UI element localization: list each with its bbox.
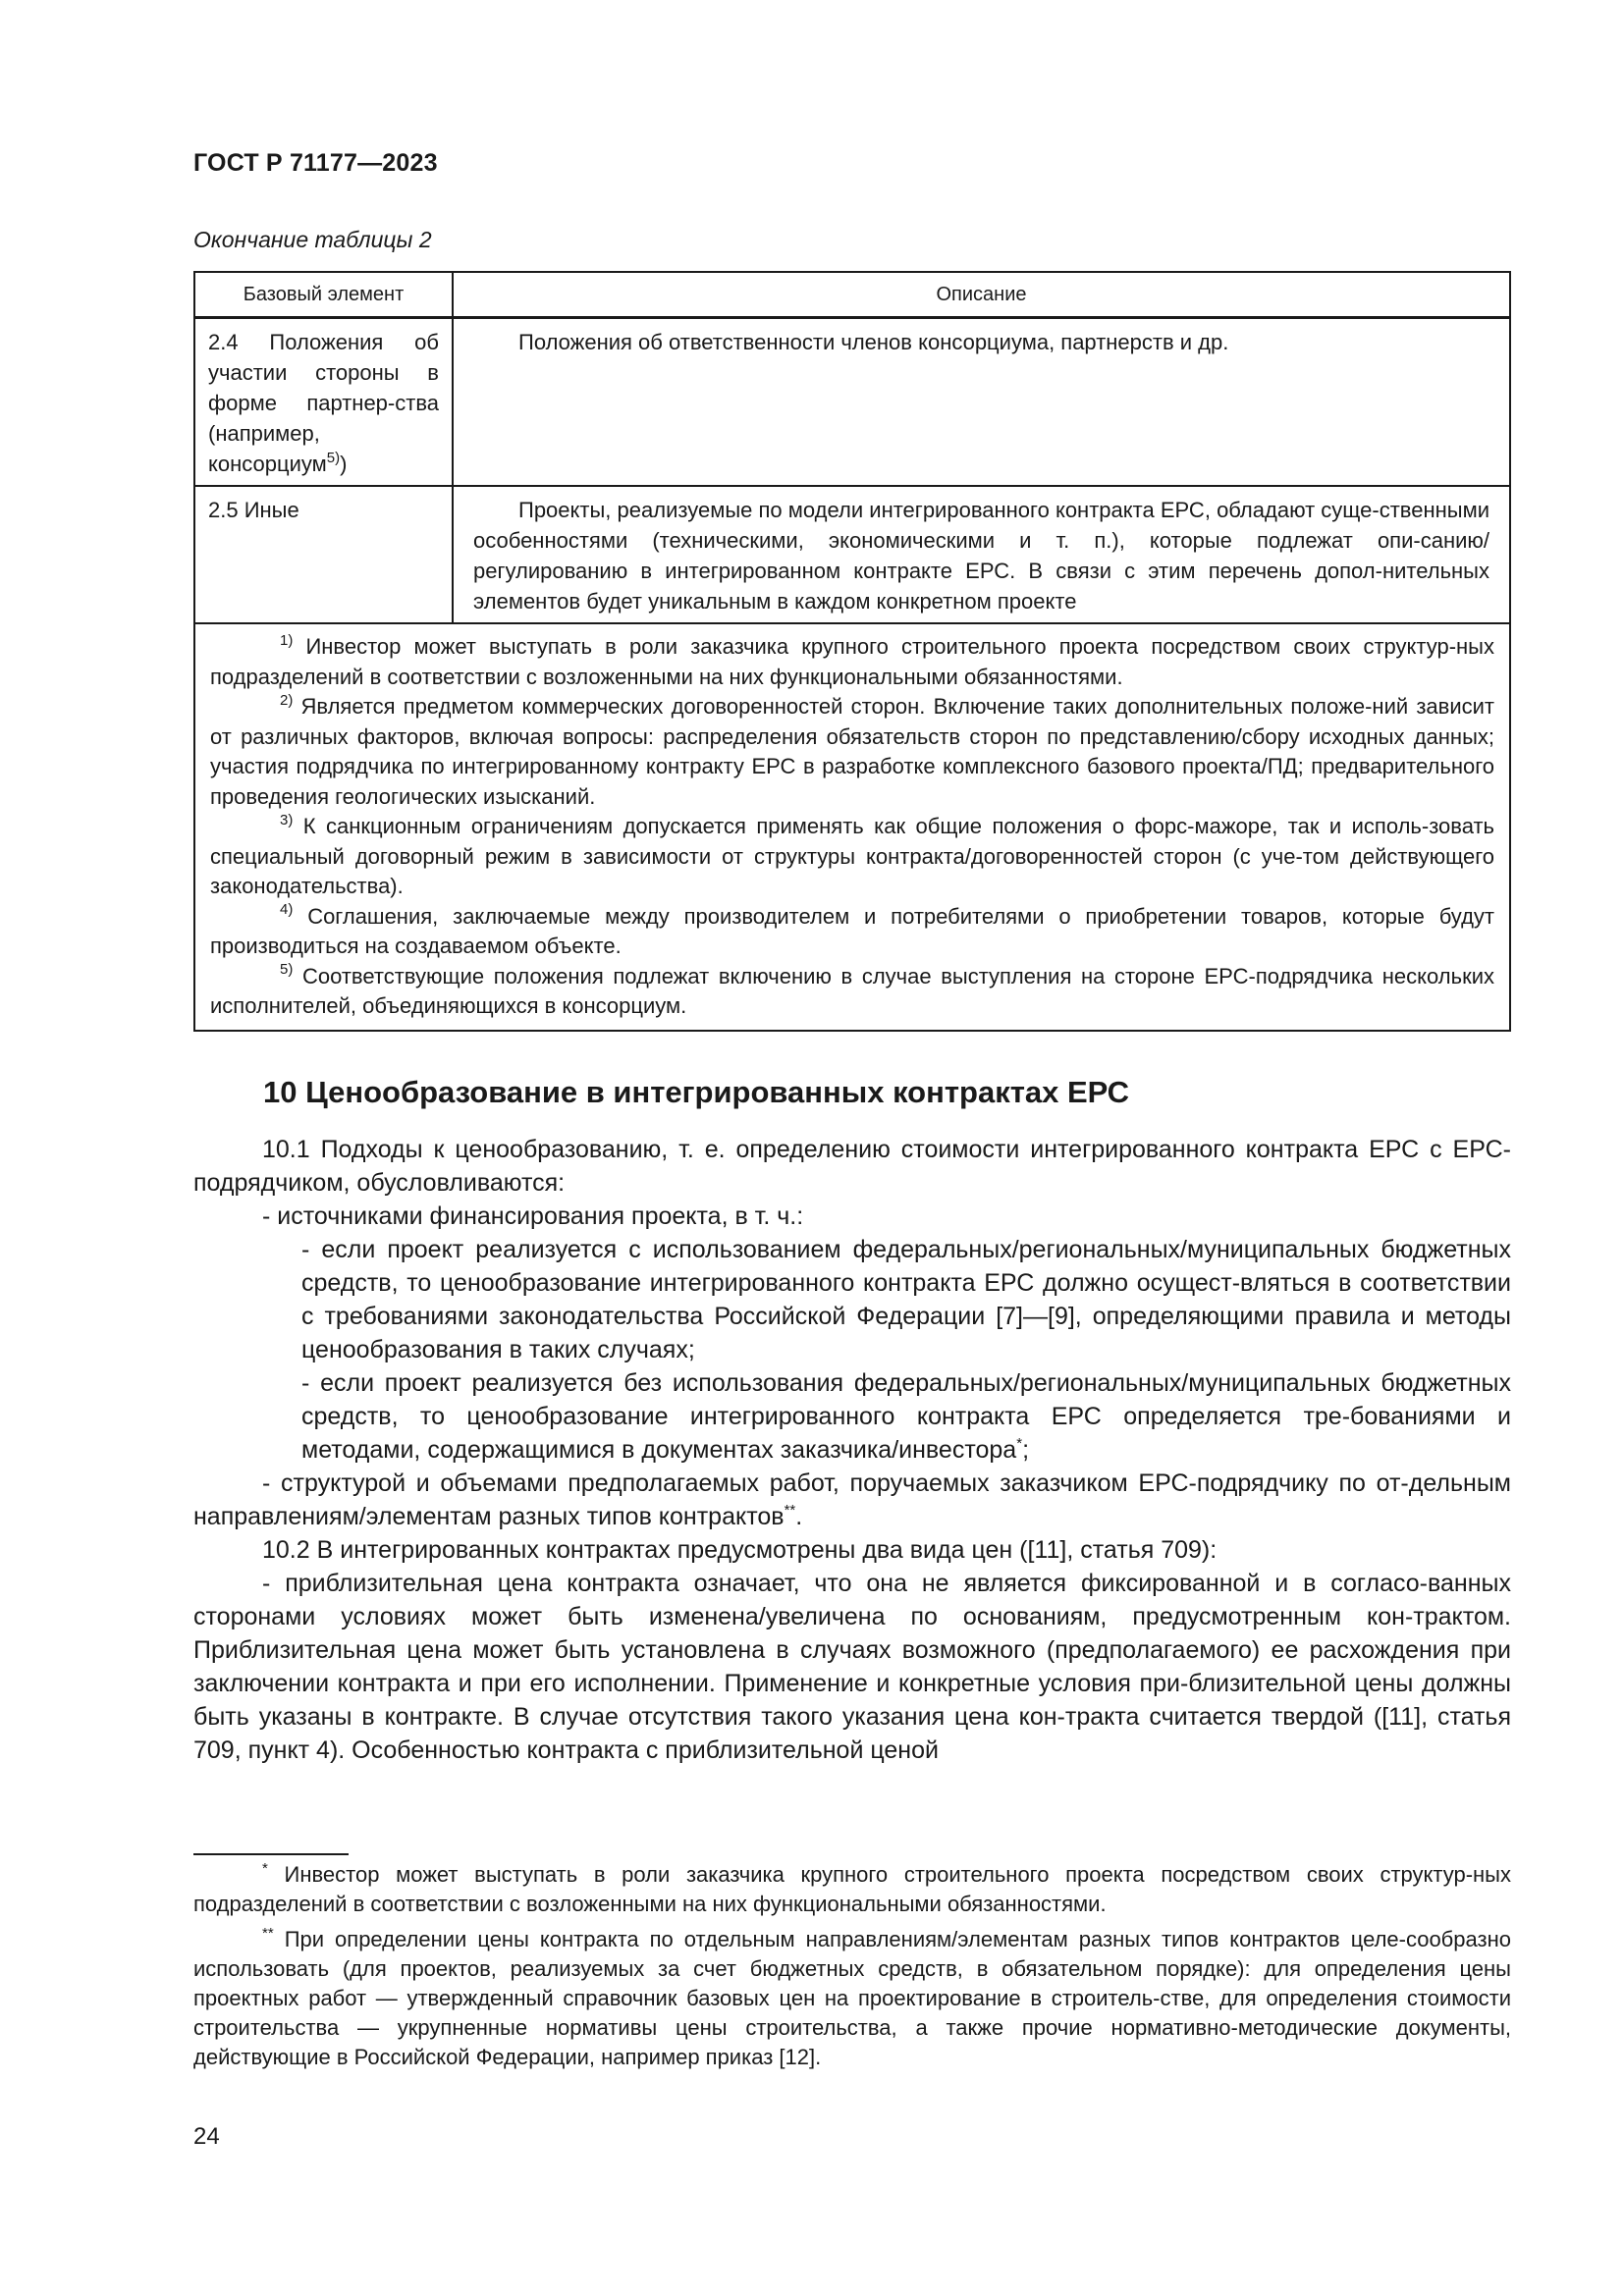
note-mark: 2) <box>280 691 294 709</box>
table-row <box>194 486 1510 623</box>
element-text-tail: ) <box>340 452 348 476</box>
note-mark: 4) <box>280 901 294 919</box>
page-number: 24 <box>193 2123 220 2150</box>
table-2-continuation <box>193 271 1511 1032</box>
footnote-divider <box>193 1853 349 1855</box>
section-body <box>193 1133 1511 1767</box>
footnote <box>193 1925 1511 2072</box>
footnote-ref: ** <box>784 1501 796 1519</box>
table-notes <box>194 623 1510 1031</box>
table-note <box>210 812 1494 902</box>
table-notes-row <box>194 623 1510 1031</box>
col-header-element: Базовый элемент <box>194 272 453 318</box>
section-title: 10 Ценообразование в интегрированных контрактах ЕРС <box>263 1075 1129 1109</box>
footnote-ref: 5) <box>326 449 341 466</box>
table-note <box>210 632 1494 692</box>
footnote-text: При определении цены контракта по отдельным направлениям/элементам разных типов контрактов целе-сообразно использовать (для проектов, реализуемых за счет бюджетных средств, в обязательном порядке): для определения цены проектных работ — утвержденный справочник базовых цен на проектирование в строитель-стве, для определения стоимости строительства — укрупненные нормативы цены строительства, а также прочие нормативно-методические документы, действующие в Российской Федерации, например приказ [12]. <box>193 1927 1511 2069</box>
note-text: Является предметом коммерческих договоренностей сторон. Включение таких дополнительных положе-ний зависит от различных факторов, включая вопросы: распределения обязательств сторон по представлению/сбору исходных данных; участия подрядчика по интегрированному контракту ЕРС в разработке комплексного базового проекта/ПД; предварительного проведения геологических изысканий. <box>210 694 1494 809</box>
footnote-mark: * <box>262 1859 268 1877</box>
element-text: 2.4 Положения об участии стороны в форме партнер-ства (например, консорциум <box>208 330 439 476</box>
list-tail: . <box>795 1503 803 1530</box>
sub-list-item <box>193 1366 1511 1467</box>
col-header-description: Описание <box>453 272 1510 318</box>
table-note <box>210 902 1494 962</box>
element-cell <box>194 318 453 487</box>
note-text: Инвестор может выступать в роли заказчика крупного строительного проекта посредством своих структур-ных подразделений в соответствии с возложенными на них функциональными обязанностями. <box>210 634 1494 689</box>
footnote-text: Инвестор может выступать в роли заказчика крупного строительного проекта посредством своих структур-ных подразделений в соответствии с возложенными на них функциональными обязанностями. <box>193 1862 1511 1916</box>
note-mark: 1) <box>280 631 294 649</box>
note-text: К санкционным ограничениям допускается применять как общие положения о форс-мажоре, так и исполь-зовать специальный договорный режим в зависимости от структуры контракта/договоренностей сторон (с уче-том действующего законодательства). <box>210 814 1494 898</box>
standard-header: ГОСТ Р 71177—2023 <box>193 149 438 177</box>
list-item: - источниками финансирования проекта, в т. ч.: <box>262 1202 804 1230</box>
element-cell: 2.5 Иные <box>194 486 453 623</box>
paragraph: 10.1 Подходы к ценообразованию, т. е. определению стоимости интегрированного контракта ЕРС с ЕРС-подрядчиком, обусловливаются: <box>193 1136 1511 1197</box>
note-mark: 3) <box>280 811 294 828</box>
table-caption: Окончание таблицы 2 <box>193 227 432 252</box>
list-item: - приблизительная цена контракта означает, что она не является фиксированной и в согласо-ванных сторонами условиях может быть изменена/увеличена по основаниям, предусмотренным кон-трактом. Приблизительная цена может быть установлена в случаях возможного (предполагаемого) ее расхождения при заключении контракта и при его исполнении. Применение и конкретные условия при-близительной цены должны быть указаны в контракте. В случае отсутствия такого указания цена кон-тракта считается твердой ([11], статья 709, пункт 4). Особенностью контракта с приблизительной ценой <box>193 1570 1511 1764</box>
note-mark: 5) <box>280 961 294 979</box>
page-footnotes <box>193 1860 1511 2078</box>
table-row <box>194 318 1510 487</box>
table-header-row <box>194 272 1510 318</box>
note-text: Соответствующие положения подлежат включению в случае выступления на стороне ЕРС-подрядчика нескольких исполнителей, объединяющихся в консорциум. <box>210 963 1494 1018</box>
footnote-mark: ** <box>262 1924 274 1942</box>
footnote <box>193 1860 1511 1919</box>
list-text: - структурой и объемами предполагаемых работ, поручаемых заказчиком ЕРС-подрядчику по от-дельным направлениям/элементам разных типов контрактов <box>193 1469 1511 1530</box>
sub-list-item: - если проект реализуется с использованием федеральных/региональных/муниципальных бюджетных средств, то ценообразование интегрированного контракта ЕРС должно осущест-вляться в соответствии с требованиями законодательства Российской Федерации [7]—[9], определяющими правила и методы ценообразования в таких случаях; <box>301 1236 1511 1363</box>
description-cell: Проекты, реализуемые по модели интегрированного контракта ЕРС, обладают суще-ственными особенностями (техническими, экономическими и т. п.), которые подлежат опи-санию/регулированию в интегрированном контракте ЕРС. В связи с этим перечень допол-нительных элементов будет уникальным в каждом конкретном проекте <box>453 486 1510 623</box>
table-note <box>210 962 1494 1022</box>
note-text: Соглашения, заключаемые между производителем и потребителями о приобретении товаров, которые будут производиться на создаваемом объекте. <box>210 903 1494 958</box>
table-note <box>210 692 1494 812</box>
sub-list-text: - если проект реализуется без использования федеральных/региональных/муниципальных бюджетных средств, то ценообразование интегрированного контракта ЕРС определяется тре-бованиями и методами, содержащимися в документах заказчика/инвестора <box>301 1369 1511 1464</box>
list-item <box>193 1467 1511 1533</box>
sub-list-tail: ; <box>1022 1436 1030 1464</box>
footnote-ref: * <box>1016 1434 1023 1452</box>
paragraph: 10.2 В интегрированных контрактах предусмотрены два вида цен ([11], статья 709): <box>262 1536 1218 1564</box>
description-cell: Положения об ответственности членов консорциума, партнерств и др. <box>453 318 1510 487</box>
